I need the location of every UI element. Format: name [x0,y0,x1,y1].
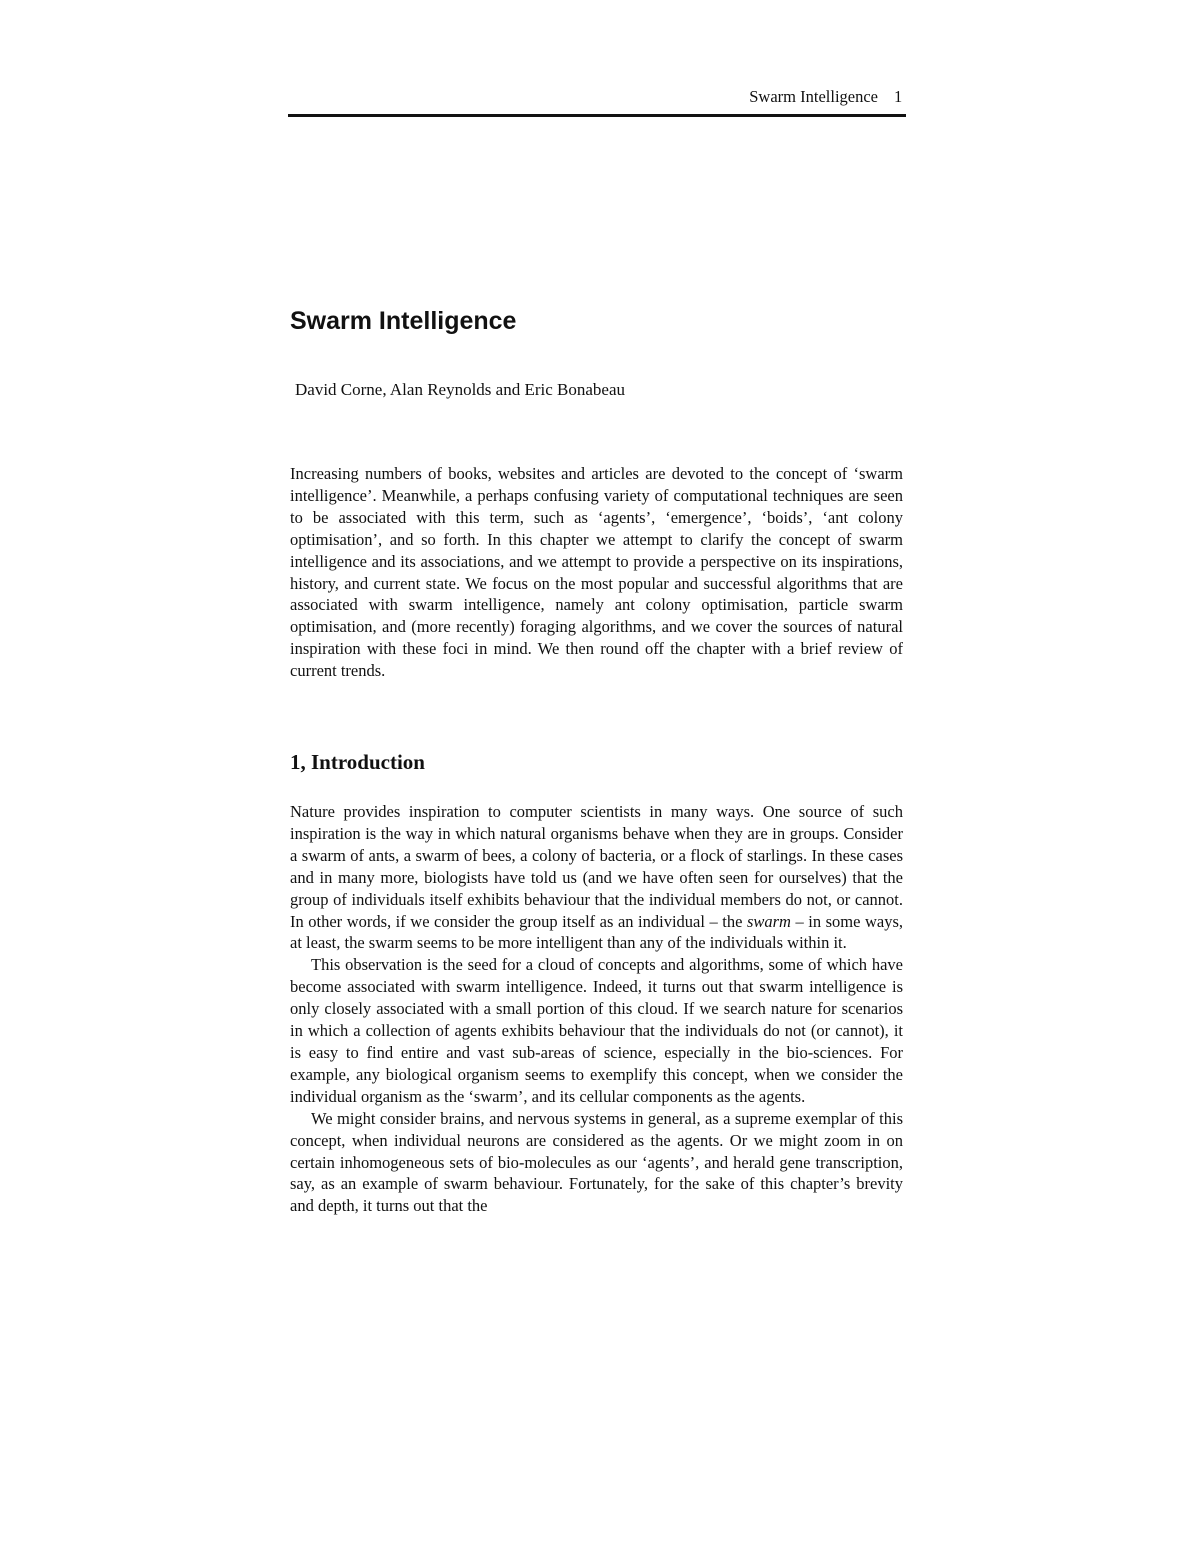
paragraph-1 [290,801,903,954]
chapter-title: Swarm Intelligence [290,307,517,335]
abstract: Increasing numbers of books, websites and articles are devoted to the concept of ‘swarm intelligence’. Meanwhile, a perhaps confusing variety of computational techniques are seen to be associated with this term, such as ‘agents’, ‘emergence’, ‘boids’, ‘ant colony optimisation’, and so forth. In this chapter we attempt to clarify the concept of swarm intelligence and its associations, and we attempt to provide a perspective on its inspirations, history, and current state. We focus on the most popular and successful algorithms that are associated with swarm intelligence, namely ant colony optimisation, particle swarm optimisation, and (more recently) foraging algorithms, and we cover the sources of natural inspiration with these foci in mind. We then round off the chapter with a brief review of current trends. [290,464,903,681]
running-title: Swarm Intelligence [749,87,878,106]
page-number: 1 [894,87,903,106]
paragraph-1-part-2: – in some ways, at least, the swarm seems to be more intelligent than any of the individuals within it. [290,911,903,953]
authors: David Corne, Alan Reynolds and Eric Bonabeau [295,380,626,399]
paragraph-2: This observation is the seed for a cloud of concepts and algorithms, some of which have become associated with swarm intelligence. Indeed, it turns out that swarm intelligence is only closely associated with a small portion of this cloud. If we search nature for scenarios in which a collection of agents exhibits behaviour that the individuals do not (or cannot), it is easy to find entire and vast sub-areas of science, especially in the bio-sciences. For example, any biological organism seems to exemplify this concept, when we consider the individual organism as the ‘swarm’, and its cellular components as the agents. [290,955,903,1106]
introduction-body [290,801,903,1217]
section-heading-introduction: 1, Introduction [290,750,425,774]
header-rule [288,114,906,117]
running-head [290,86,906,108]
paragraph-1-part-1: Nature provides inspiration to computer scientists in many ways. One source of such inspiration is the way in which natural organisms behave when they are in groups. Consider a swarm of ants, a swarm of bees, a colony of bacteria, or a flock of starlings. In these cases and in many more, biologists have told us (and we have often seen for ourselves) that the group of individuals itself exhibits behaviour that the individual members do not, or cannot. In other words, if we consider the group itself as an individual – the [290,802,903,931]
paragraph-3: We might consider brains, and nervous systems in general, as a supreme exemplar of this concept, when individual neurons are considered as the agents. Or we might zoom in on certain inhomogeneous sets of bio-molecules as our ‘agents’, and herald gene transcription, say, as an example of swarm behaviour. Fortunately, for the sake of this chapter’s brevity and depth, it turns out that the [290,1108,903,1216]
emphasis-swarm: swarm [746,911,791,931]
